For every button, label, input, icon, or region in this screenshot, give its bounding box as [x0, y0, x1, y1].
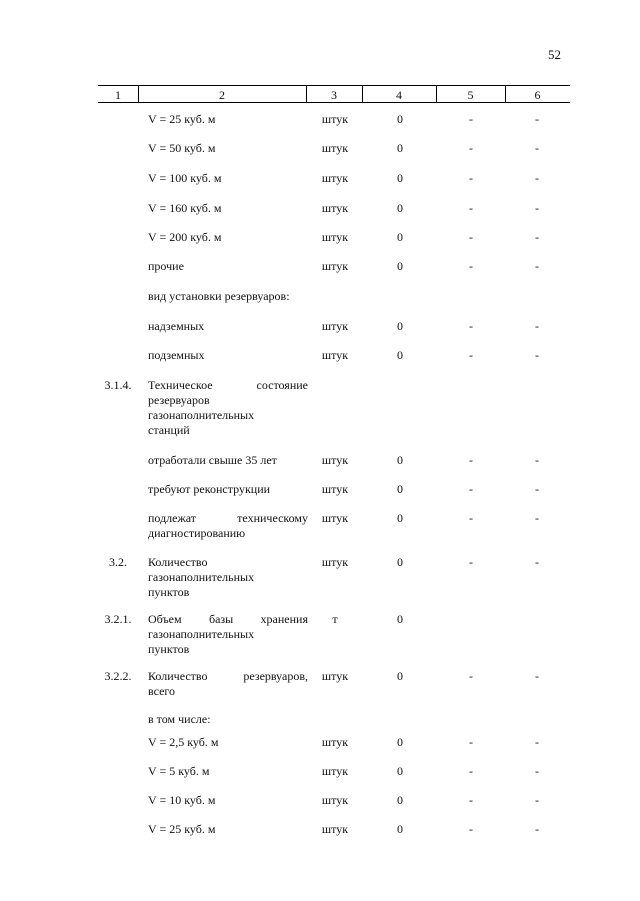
row-col5: - — [469, 319, 473, 333]
header-col-5: 5 — [467, 88, 474, 102]
row-col5: - — [469, 822, 473, 836]
row-col5: - — [469, 112, 473, 126]
row-value: 0 — [397, 171, 403, 185]
row-col6: - — [535, 511, 539, 525]
row-description — [148, 612, 308, 657]
row-col5: - — [469, 735, 473, 749]
header-col-3: 3 — [331, 88, 337, 102]
row-unit: штук — [321, 201, 349, 215]
row-description: V = 50 куб. м — [148, 141, 216, 155]
row-col5: - — [469, 348, 473, 362]
row-value: 0 — [397, 511, 403, 525]
row-value: 0 — [397, 612, 403, 626]
row-description: V = 160 куб. м — [148, 201, 222, 215]
row-value: 0 — [397, 230, 403, 244]
row-col5: - — [469, 511, 473, 525]
row-description: отработали свыше 35 лет — [148, 453, 277, 467]
row-col5: - — [469, 764, 473, 778]
row-value: 0 — [397, 112, 403, 126]
row-description: V = 25 куб. м — [148, 822, 216, 836]
header-col-4: 4 — [396, 88, 402, 102]
row-unit: т — [332, 612, 338, 626]
row-col6: - — [535, 201, 539, 215]
row-description: надземных — [148, 319, 205, 333]
row-value: 0 — [397, 259, 403, 273]
row-col6: - — [535, 793, 539, 807]
row-unit: штук — [321, 669, 349, 683]
description-line: Техническое состояние — [148, 378, 308, 392]
row-col5: - — [469, 171, 473, 185]
description-line: Количество — [148, 555, 208, 569]
row-col5: - — [469, 259, 473, 273]
row-value: 0 — [397, 141, 403, 155]
row-description: V = 25 куб. м — [148, 112, 216, 126]
row-description: V = 5 куб. м — [148, 764, 210, 778]
row-unit: штук — [321, 735, 349, 749]
row-value: 0 — [397, 555, 403, 569]
description-line: станций — [148, 423, 190, 437]
row-value: 0 — [397, 735, 403, 749]
row-unit: штук — [321, 141, 349, 155]
row-number: 3.2. — [109, 555, 127, 569]
row-unit: штук — [321, 259, 349, 273]
row-col5: - — [469, 141, 473, 155]
row-col6: - — [535, 112, 539, 126]
row-col5: - — [469, 201, 473, 215]
row-col6: - — [535, 348, 539, 362]
row-description: V = 10 куб. м — [148, 793, 216, 807]
header-col-2: 2 — [219, 88, 225, 102]
row-value: 0 — [397, 319, 403, 333]
row-col6: - — [535, 822, 539, 836]
row-col6: - — [535, 764, 539, 778]
row-col6: - — [535, 259, 539, 273]
row-unit: штук — [321, 822, 349, 836]
header-col-1: 1 — [115, 88, 121, 102]
row-description: V = 2,5 куб. м — [148, 735, 219, 749]
description-line: всего — [148, 684, 176, 698]
row-value: 0 — [397, 482, 403, 496]
row-col6: - — [535, 453, 539, 467]
description-line: газонаполнительных — [148, 570, 255, 584]
row-col6: - — [535, 482, 539, 496]
row-col6: - — [535, 669, 539, 683]
row-col5: - — [469, 230, 473, 244]
description-line: пунктов — [148, 642, 190, 656]
row-description: V = 200 куб. м — [148, 230, 222, 244]
row-unit: штук — [321, 555, 349, 569]
row-col5: - — [469, 555, 473, 569]
row-number: 3.2.1. — [104, 612, 132, 626]
row-description — [148, 511, 308, 541]
row-unit: штук — [321, 112, 349, 126]
row-value: 0 — [397, 669, 403, 683]
row-description — [148, 378, 308, 438]
row-description — [148, 669, 308, 699]
row-unit: штук — [321, 348, 349, 362]
row-col6: - — [535, 171, 539, 185]
row-description: требуют реконструкции — [148, 482, 271, 496]
row-description — [148, 555, 308, 600]
row-col6: - — [535, 230, 539, 244]
row-unit: штук — [321, 319, 349, 333]
row-col5: - — [469, 453, 473, 467]
description-line: Количество резервуаров, — [148, 669, 308, 683]
row-unit: штук — [321, 453, 349, 467]
row-value: 0 — [397, 793, 403, 807]
description-line: диагностированию — [148, 526, 246, 540]
row-value: 0 — [397, 453, 403, 467]
row-description: подземных — [148, 348, 205, 362]
row-description: прочие — [148, 259, 184, 273]
header-top-border — [98, 85, 570, 86]
row-col5: - — [469, 793, 473, 807]
row-unit: штук — [321, 171, 349, 185]
row-unit: штук — [321, 793, 349, 807]
row-description: V = 100 куб. м — [148, 171, 222, 185]
description-line: Объем базы хранения — [148, 612, 308, 626]
row-col6: - — [535, 141, 539, 155]
description-line: пунктов — [148, 585, 190, 599]
row-col6: - — [535, 735, 539, 749]
row-col6: - — [535, 319, 539, 333]
row-value: 0 — [397, 201, 403, 215]
row-value: 0 — [397, 764, 403, 778]
row-col6: - — [535, 555, 539, 569]
row-number: 3.2.2. — [104, 669, 132, 683]
row-description: вид установки резервуаров: — [148, 289, 290, 303]
row-col5: - — [469, 669, 473, 683]
description-line: газонаполнительных — [148, 627, 255, 641]
description-line: резервуаров — [148, 393, 210, 407]
row-unit: штук — [321, 511, 349, 525]
row-number: 3.1.4. — [104, 378, 132, 392]
description-line: подлежат техническому — [148, 511, 308, 525]
row-value: 0 — [397, 348, 403, 362]
page-number: 52 — [548, 47, 561, 62]
row-unit: штук — [321, 764, 349, 778]
row-description: в том числе: — [148, 712, 211, 726]
row-value: 0 — [397, 822, 403, 836]
row-unit: штук — [321, 482, 349, 496]
description-line: газонаполнительных — [148, 408, 255, 422]
header-col-6: 6 — [534, 88, 541, 102]
row-col5: - — [469, 482, 473, 496]
row-unit: штук — [321, 230, 349, 244]
